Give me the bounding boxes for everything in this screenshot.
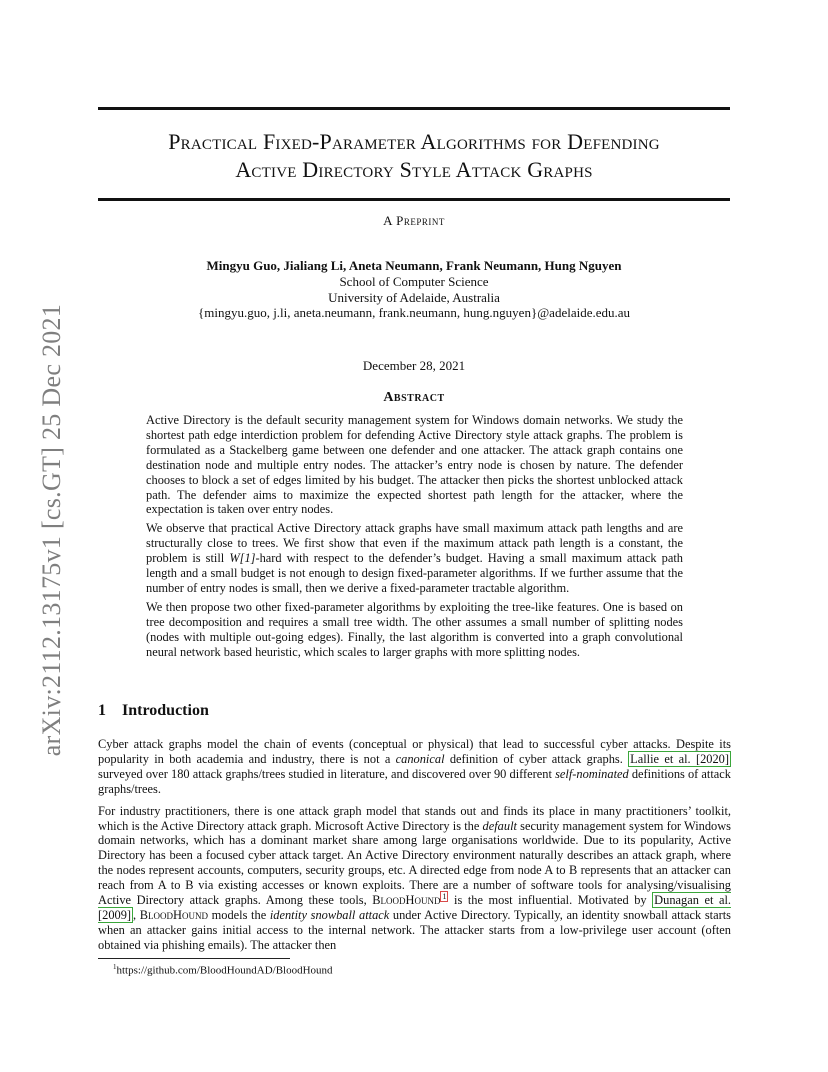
section-heading-introduction: [98, 702, 209, 720]
intro-paragraph-1: Cyber attack graphs model the chain of events (conceptual or physical) that lead to successful cyber attacks. Despite its popularity in both academia and industry, there is not a canonical definition of cyber attack graphs. Lallie et al. [2020] surveyed over 180 attack graphs/trees studied in literature, and discovered over 90 different self-nominated definitions of attack graphs/trees.: [98, 737, 731, 796]
footnote-url[interactable]: https://github.com/BloodHoundAD/BloodHound: [116, 964, 333, 977]
affiliation-university: University of Adelaide, Australia: [328, 290, 500, 305]
preprint-label: A Preprint: [383, 213, 445, 228]
introduction-body: [98, 737, 731, 960]
footnote-1: [113, 963, 333, 977]
arxiv-identifier-stamp: arXiv:2112.13175v1 [cs.GT] 25 Dec 2021: [37, 303, 66, 757]
title-line-2: Active Directory Style Attack Graphs: [235, 157, 593, 182]
complexity-class-math: W[1]: [229, 551, 256, 566]
footnote-mark: 1: [113, 963, 117, 971]
title-bottom-rule: [98, 198, 730, 201]
footnote-rule: [98, 958, 290, 959]
citation-link-dunagan[interactable]: Dunagan et al. [2009]: [98, 893, 731, 922]
author-emails: {mingyu.guo, j.li, aneta.neumann, frank.neumann, hung.nguyen}@adelaide.edu.au: [197, 305, 631, 320]
title-top-rule: [98, 107, 730, 110]
abstract-heading: Abstract: [383, 390, 445, 405]
abstract-body: [146, 413, 683, 664]
author-list: Mingyu Guo, Jialiang Li, Aneta Neumann, Frank Neumann, Hung Nguyen: [206, 258, 622, 273]
title-line-1: Practical Fixed-Parameter Algorithms for Defending: [168, 129, 660, 154]
abstract-paragraph-3: We then propose two other fixed-parameter algorithms by exploiting the tree-like features. One is based on tree decomposition and requires a small tree width. The other assumes a small number of splitting nodes (nodes with multiple out-going edges). Finally, the last algorithm is converted into a graph convolutional neural network based heuristic, which scales to larger graphs with more splitting nodes.: [146, 599, 683, 659]
abstract-paragraph-2: We observe that practical Active Directory attack graphs have small maximum attack path lengths and are structurally close to trees. We first show that even if the maximum attack path length is a constant, the problem is still W[1]-hard with respect to the defender’s budget. Having a small maximum attack path length and a small budget is not enough to design fixed-parameter algorithms. If we further assume that the number of entry nodes is small, then we derive a fixed-parameter tractable algorithm.: [146, 521, 683, 595]
citation-link-lallie[interactable]: Lallie et al. [2020]: [630, 751, 729, 766]
paper-title: [98, 128, 730, 184]
section-title: Introduction: [122, 702, 209, 719]
affiliation-school: School of Computer Science: [339, 274, 489, 289]
footnote-link-1[interactable]: 1: [442, 891, 447, 901]
publication-date: December 28, 2021: [362, 358, 466, 373]
intro-paragraph-2: For industry practitioners, there is one attack graph model that stands out and finds its place in many practitioners’ toolkit, which is the Active Directory attack graph. Microsoft Active Directory is the default security management system for Windows domain networks, which has a dominant market share among large organisations worldwide. Due to its popularity, Active Directory has been a focused cyber attack target. An Active Directory environment naturally describes an attack graph, where the nodes represent accounts, computers, security groups, etc. A directed edge from node A to B represents that an attacker can reach from A to B via existing accesses or known exploits. There are a number of software tools for analysing/visualising Active Directory attack graphs. Among these tools, BloodHound $^1$ is the most influential. Motivated by Dunagan et al. [2009] , BloodHound models the identity snowball attack under Active Directory. Typically, an identity snowball attack starts when an attacker gains initial access to the internal network. The attacker starts from a low-privilege user account (often obtained via phishing emails). The attacker then: [98, 803, 731, 952]
abstract-paragraph-1: Active Directory is the default security management system for Windows domain networks. We study the shortest path edge interdiction problem for defending Active Directory style attack graphs. The problem is formulated as a Stackelberg game between one defender and one attacker. The attack graph contains one destination node and multiple entry nodes. The attacker’s entry node is chosen by nature. The defender chooses to block a set of edges limited by his budget. The attacker then picks the shortest unblocked attack path. The defender aims to maximize the expected shortest path length for the attacker, where the expectation is taken over entry nodes.: [146, 413, 683, 517]
section-number: 1: [98, 702, 106, 719]
